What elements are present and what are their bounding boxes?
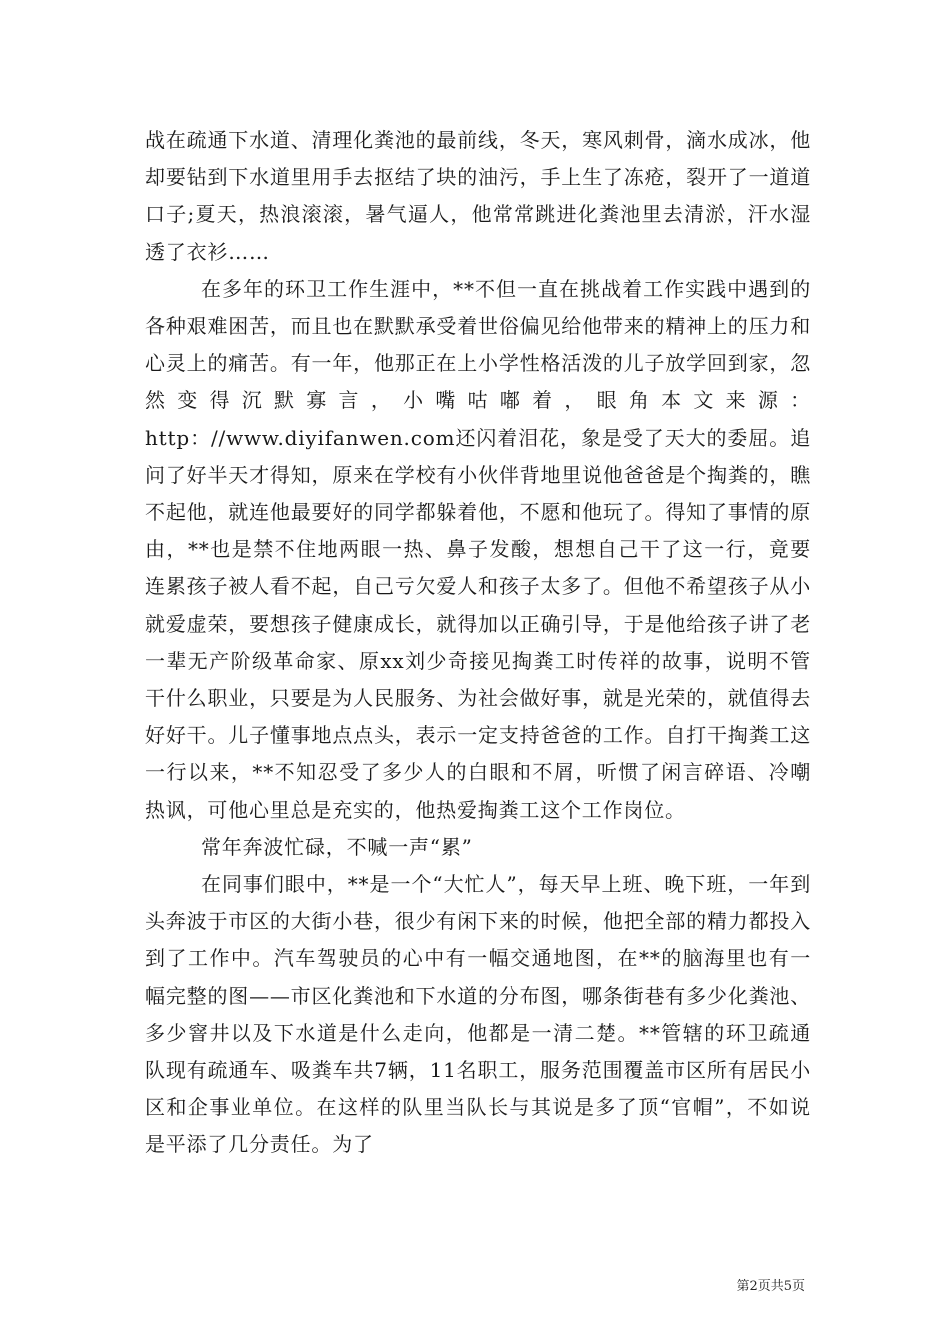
body-text <box>145 122 811 1164</box>
paragraph-continuation: 战在疏通下水道、清理化粪池的最前线，冬天，寒风刺骨，滴水成冰，他却要钻到下水道里用手去抠结了块的油污，手上生了冻疮，裂开了一道道口子;夏天，热浪滚滚，暑气逼人，他常常跳进化粪池里去清淤，汗水湿透了衣衫…… <box>145 128 811 264</box>
paragraph-busy-man: 在同事们眼中，**是一个“大忙人”，每天早上班、晚下班，一年到头奔波于市区的大街小巷，很少有闲下来的时候，他把全部的精力都投入到了工作中。汽车驾驶员的心中有一幅交通地图，在**的脑海里也有一幅完整的图——市区化粪池和下水道的分布图，哪条街巷有多少化粪池、多少窨井以及下水道是什么走向，他都是一清二楚。**管辖的环卫疏通队现有疏通车、吸粪车共7辆，11名职工，服务范围覆盖市区所有居民小区和企事业单位。在这样的队里当队长与其说是多了顶“官帽”，不如说是平添了几分责任。为了 <box>145 872 811 1157</box>
section-heading: 常年奔波忙碌，不喊一声“累” <box>201 834 473 859</box>
paragraph-family-story: 在多年的环卫工作生涯中，**不但一直在挑战着工作实践中遇到的各种艰难困苦，而且也在默默承受着世俗偏见给他带来的精神上的压力和心灵上的痛苦。有一年，他那正在上小学性格活泼的儿子放学回到家，忽然变得沉默寡言，小嘴咕嘟着，眼角本文来源：http：//www.diyifanwen.com还闪着泪花，象是受了天大的委屈。追问了好半天才得知，原来在学校有小伙伴背地里说他爸爸是个掏粪的，瞧不起他，就连他最要好的同学都躲着他，不愿和他玩了。得知了事情的原由，**也是禁不住地两眼一热、鼻子发酸，想想自己干了这一行，竟要连累孩子被人看不起，自己亏欠爱人和孩子太多了。但他不希望孩子从小就爱虚荣，要想孩子健康成长，就得加以正确引导，于是他给孩子讲了老一辈无产阶级革命家、原xx刘少奇接见掏粪工时传祥的故事，说明不管干什么职业，只要是为人民服务、为社会做好事，就是光荣的，就值得去好好干。儿子懂事地点点头，表示一定支持爸爸的工作。自打干掏粪工这一行以来，**不知忍受了多少人的白眼和不屑，听惯了闲言碎语、冷嘲热讽，可他心里总是充实的，他热爱掏粪工这个工作岗位。 <box>145 276 811 822</box>
page-number-footer: 第2页共5页 <box>736 1279 805 1294</box>
